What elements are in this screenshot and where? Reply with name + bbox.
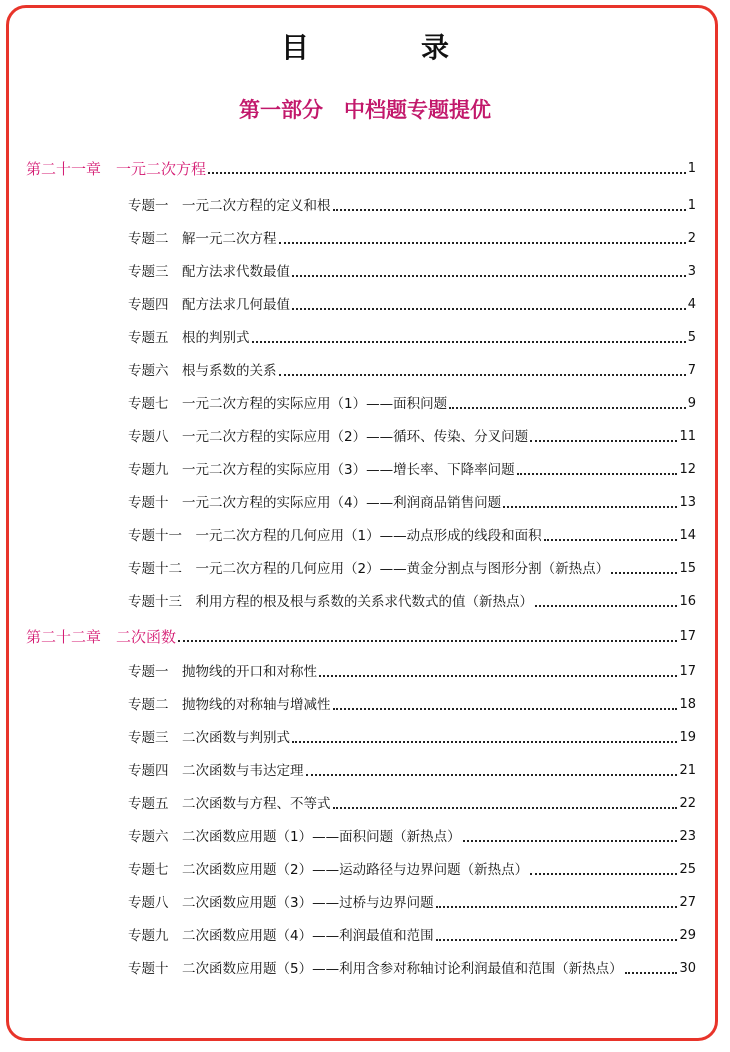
dot-leader [178, 640, 677, 642]
topic-label: 专题二 解一元二次方程 [128, 231, 277, 247]
toc-entry[interactable] [128, 424, 696, 446]
dot-leader [306, 774, 678, 776]
toc-entry[interactable] [128, 259, 696, 281]
page-number: 21 [679, 763, 696, 778]
toc-entry[interactable] [128, 824, 696, 846]
topic-label: 专题五 二次函数与方程、不等式 [128, 796, 331, 812]
topic-label: 专题七 一元二次方程的实际应用（1）——面积问题 [128, 396, 448, 412]
toc-entry[interactable] [128, 659, 696, 681]
page-number: 15 [679, 561, 696, 576]
topic-label: 专题一 一元二次方程的定义和根 [128, 198, 331, 214]
dot-leader [535, 605, 677, 607]
dot-leader [436, 906, 678, 908]
toc-entry[interactable] [128, 923, 696, 945]
chapter-21-entry[interactable] [26, 156, 696, 178]
dot-leader [611, 572, 677, 574]
dot-leader [208, 172, 686, 174]
topic-label: 专题四 配方法求几何最值 [128, 297, 290, 313]
topic-label: 专题三 配方法求代数最值 [128, 264, 290, 280]
toc-entry[interactable] [128, 358, 696, 380]
toc-entry[interactable] [128, 226, 696, 248]
page-number: 13 [679, 495, 696, 510]
chapter-22-entry[interactable] [26, 624, 696, 646]
page-number: 19 [679, 730, 696, 745]
topic-label: 专题九 一元二次方程的实际应用（3）——增长率、下降率问题 [128, 462, 515, 478]
page-number: 14 [679, 528, 696, 543]
topic-label: 专题八 二次函数应用题（3）——过桥与边界问题 [128, 895, 434, 911]
dot-leader [530, 440, 677, 442]
page-number: 29 [679, 928, 696, 943]
toc-entry[interactable] [128, 890, 696, 912]
page-number: 5 [687, 330, 696, 345]
toc-entry[interactable] [128, 692, 696, 714]
dot-leader [449, 407, 686, 409]
topic-label: 专题十 二次函数应用题（5）——利用含参对称轴讨论利润最值和范围（新热点） [128, 961, 623, 977]
dot-leader [279, 242, 686, 244]
topic-label: 专题八 一元二次方程的实际应用（2）——循环、传染、分叉问题 [128, 429, 529, 445]
dot-leader [503, 506, 677, 508]
topic-label: 专题十一 一元二次方程的几何应用（1）——动点形成的线段和面积 [128, 528, 542, 544]
page-number: 17 [679, 629, 696, 644]
page-number: 18 [679, 697, 696, 712]
toc-entry[interactable] [128, 193, 696, 215]
topic-label: 专题四 二次函数与韦达定理 [128, 763, 304, 779]
topic-label: 专题五 根的判别式 [128, 330, 250, 346]
dot-leader [463, 840, 678, 842]
dot-leader [530, 873, 677, 875]
toc-entry[interactable] [128, 857, 696, 879]
topic-label: 专题一 抛物线的开口和对称性 [128, 664, 317, 680]
dot-leader [333, 209, 686, 211]
page-number: 4 [687, 297, 696, 312]
page-number: 22 [679, 796, 696, 811]
part-title: 第一部分 中档题专题提优 [239, 97, 491, 122]
toc-entry[interactable] [128, 325, 696, 347]
dot-leader [252, 341, 686, 343]
page-number: 3 [687, 264, 696, 279]
toc-entry[interactable] [128, 292, 696, 314]
dot-leader [292, 275, 686, 277]
page-number: 9 [687, 396, 696, 411]
page-number: 16 [679, 594, 696, 609]
topic-label: 专题二 抛物线的对称轴与增减性 [128, 697, 331, 713]
page-number: 12 [679, 462, 696, 477]
topic-label: 专题十二 一元二次方程的几何应用（2）——黄金分割点与图形分割（新热点） [128, 561, 610, 577]
page-number: 23 [679, 829, 696, 844]
toc-entry[interactable] [128, 589, 696, 611]
toc-entry[interactable] [128, 956, 696, 978]
dot-leader [292, 741, 677, 743]
dot-leader [436, 939, 678, 941]
toc-entry[interactable] [128, 391, 696, 413]
toc-entry[interactable] [128, 490, 696, 512]
toc-entry[interactable] [128, 523, 696, 545]
chapter-label: 第二十一章 一元二次方程 [26, 160, 207, 178]
page-number: 1 [687, 161, 696, 176]
page-number: 1 [687, 198, 696, 213]
page-number: 17 [679, 664, 696, 679]
page-number: 11 [679, 429, 696, 444]
dot-leader [517, 473, 678, 475]
topic-label: 专题七 二次函数应用题（2）——运动路径与边界问题（新热点） [128, 862, 529, 878]
page-number: 30 [679, 961, 696, 976]
dot-leader [279, 374, 686, 376]
dot-leader [544, 539, 678, 541]
page-number: 27 [679, 895, 696, 910]
dot-leader [333, 708, 678, 710]
page-number: 7 [687, 363, 696, 378]
chapter-label: 第二十二章 二次函数 [26, 628, 177, 646]
toc-entry[interactable] [128, 457, 696, 479]
dot-leader [319, 675, 677, 677]
topic-label: 专题六 根与系数的关系 [128, 363, 277, 379]
topic-label: 专题九 二次函数应用题（4）——利润最值和范围 [128, 928, 434, 944]
toc-entry[interactable] [128, 758, 696, 780]
toc-entry[interactable] [128, 791, 696, 813]
topic-label: 专题三 二次函数与判别式 [128, 730, 290, 746]
page-number: 2 [687, 231, 696, 246]
dot-leader [333, 807, 678, 809]
page-title: 目 录 [280, 31, 491, 64]
dot-leader [625, 972, 678, 974]
dot-leader [292, 308, 686, 310]
topic-label: 专题六 二次函数应用题（1）——面积问题（新热点） [128, 829, 461, 845]
topic-label: 专题十三 利用方程的根及根与系数的关系求代数式的值（新热点） [128, 594, 533, 610]
topic-label: 专题十 一元二次方程的实际应用（4）——利润商品销售问题 [128, 495, 502, 511]
toc-entry[interactable] [128, 556, 696, 578]
toc-entry[interactable] [128, 725, 696, 747]
page-number: 25 [679, 862, 696, 877]
